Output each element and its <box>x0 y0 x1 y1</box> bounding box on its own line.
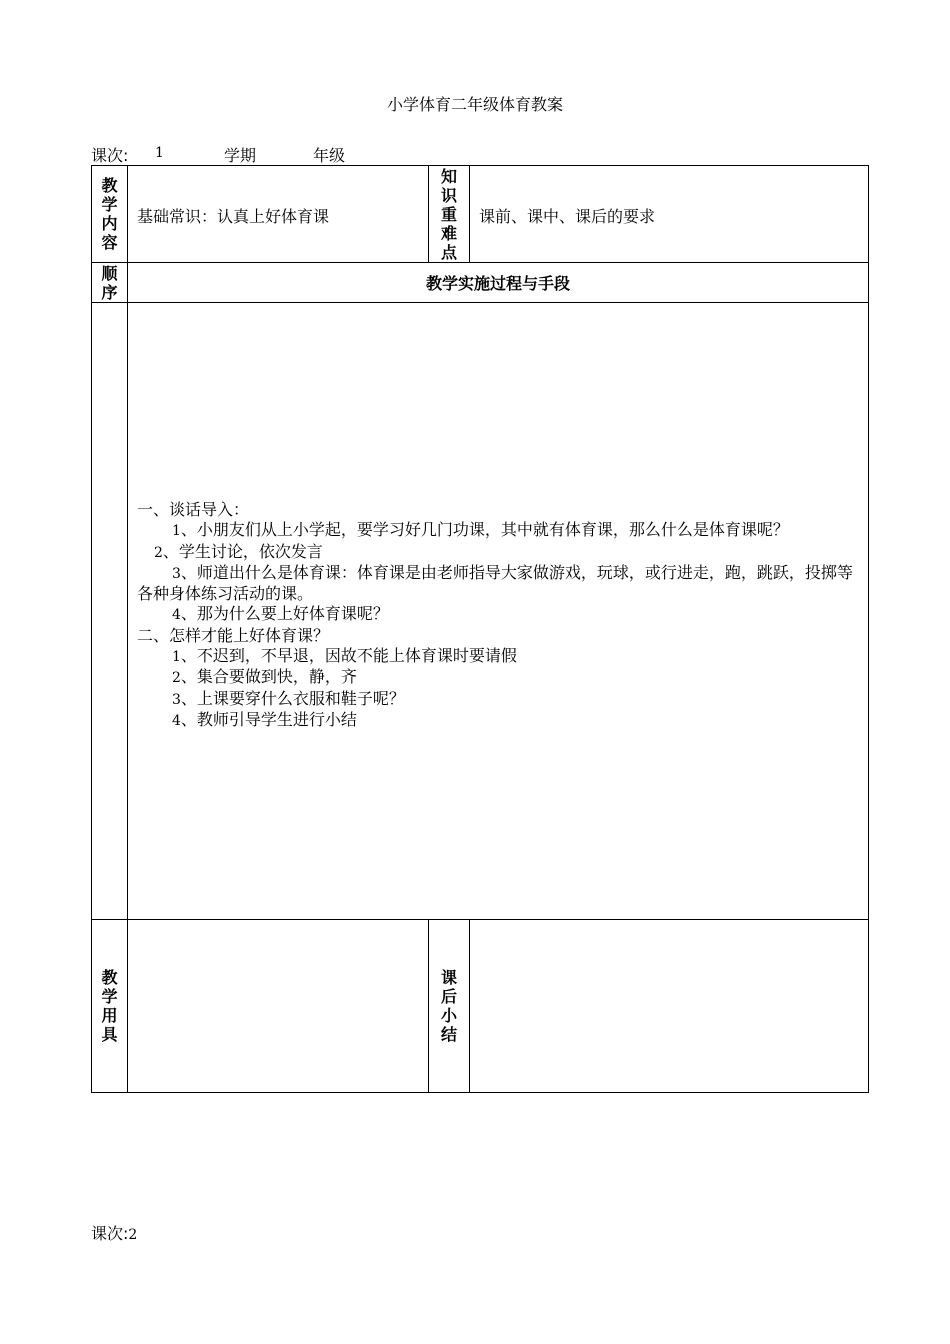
key-points-value: 课前、课中、课后的要求 <box>479 207 656 226</box>
post-class-summary-label: 课 后 小 结 <box>440 968 457 1044</box>
next-lesson-number: 2 <box>128 1227 138 1243</box>
document-title: 小学体育二年级体育教案 <box>386 95 563 114</box>
list-item: 4、教师引导学生进行小结 <box>172 709 357 729</box>
section-heading: 一、谈话导入： <box>137 500 250 519</box>
list-item: 1、不迟到，不早退，因故不能上体育课时要请假 <box>172 646 517 666</box>
teaching-content-label: 教 学 内 容 <box>101 176 118 252</box>
teaching-content-value: 基础常识：认真上好体育课 <box>137 207 330 226</box>
process-header: 教学实施过程与手段 <box>425 274 570 293</box>
list-item: 3、师道出什么是体育课：体育课是由老师指导大家做游戏，玩球，或行进走，跑，跳跃，投掷等各种身体练习活动的课。 <box>137 562 853 604</box>
list-item: 3、上课要穿什么衣服和鞋子呢？ <box>172 688 405 708</box>
list-item: 2、集合要做到快，静，齐 <box>172 667 357 687</box>
next-lesson-label: 课次:2 <box>91 1224 138 1243</box>
key-points-label: 知 识 重 难 点 <box>440 166 457 262</box>
process-content <box>137 500 862 731</box>
section-heading: 二、怎样才能上好体育课？ <box>137 625 330 645</box>
grade-label: 年级 <box>313 146 346 165</box>
term-label: 学期 <box>224 146 257 165</box>
lesson-number: 1 <box>155 145 164 161</box>
list-item: 1、小朋友们从上小学起，要学习好几门功课，其中就有体育课，那么什么是体育课呢？ <box>172 520 789 540</box>
order-label: 顺 序 <box>101 263 118 302</box>
list-item: 4、那为什么要上好体育课呢？ <box>172 604 389 624</box>
teaching-tools-label: 教 学 用 具 <box>101 968 118 1044</box>
list-item: 2、学生讨论，依次发言 <box>154 541 323 561</box>
lesson-label: 课次: <box>91 146 129 165</box>
